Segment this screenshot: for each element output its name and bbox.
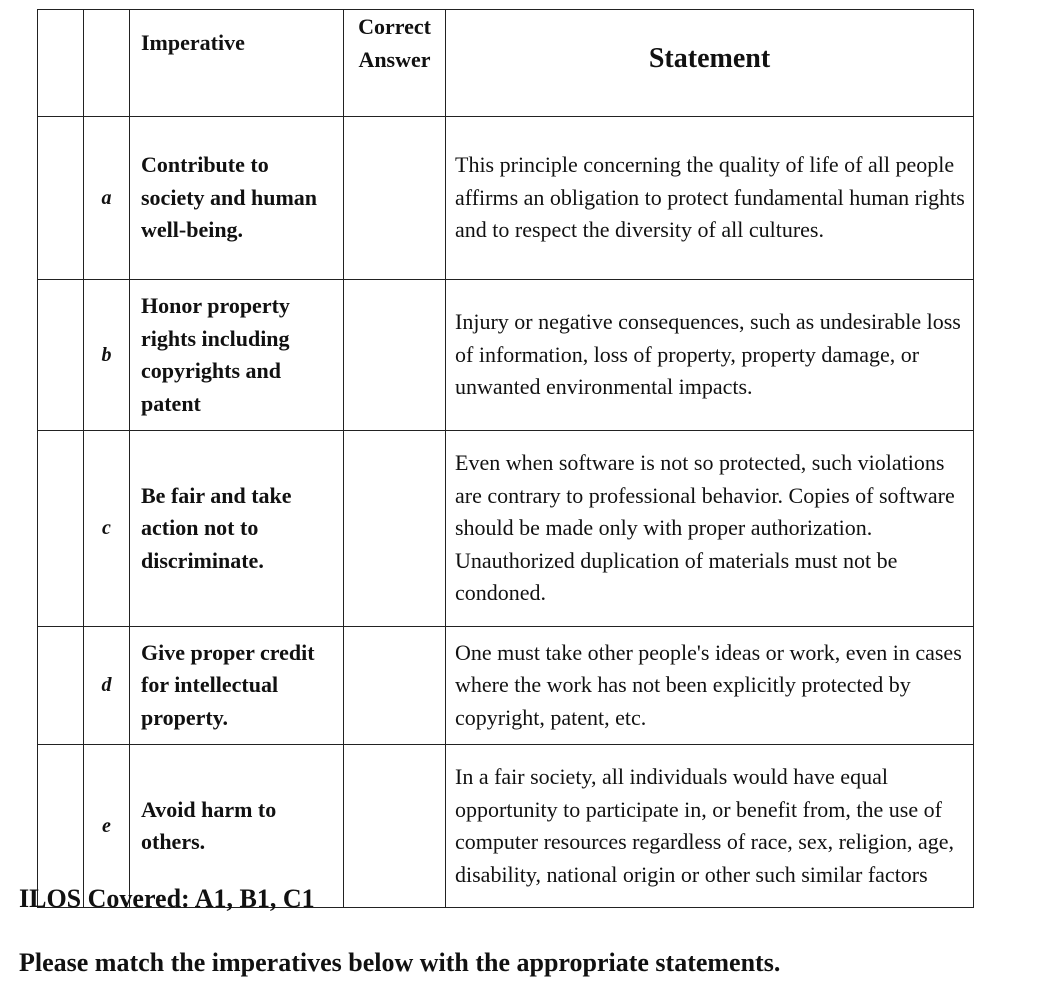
blank-header-cell <box>38 10 84 117</box>
imperative-cell: Contribute to society and human well-being. <box>130 117 344 280</box>
statement-cell: Injury or negative consequences, such as undesirable loss of information, loss of property, property damage, or unwanted environmental impacts. <box>446 280 974 431</box>
statement-cell: In a fair society, all individuals would have equal opportunity to participate in, or benefit from, the use of computer resources regardless of race, sex, religion, age, disability, national origin or other such similar factors <box>446 745 974 908</box>
letter-header-cell <box>84 10 130 117</box>
imperative-cell: Give proper credit for intellectual property. <box>130 627 344 745</box>
instruction-text: Please match the imperatives below with the appropriate statements. <box>19 948 781 977</box>
row-letter: c <box>84 431 130 627</box>
imperative-header: Imperative <box>130 10 344 117</box>
row-letter: a <box>84 117 130 280</box>
row-letter: b <box>84 280 130 431</box>
imperative-cell: Be fair and take action not to discriminate. <box>130 431 344 627</box>
table-row <box>38 280 974 431</box>
correct-answer-header: Correct Answer <box>344 10 446 117</box>
answer-cell[interactable] <box>344 745 446 908</box>
row-letter: e <box>84 745 130 908</box>
blank-cell <box>38 280 84 431</box>
statement-cell: This principle concerning the quality of life of all people affirms an obligation to protect fundamental human rights and to respect the diversity of all cultures. <box>446 117 974 280</box>
table-row <box>38 117 974 280</box>
answer-cell[interactable] <box>344 431 446 627</box>
statement-cell: One must take other people's ideas or work, even in cases where the work has not been explicitly protected by copyright, patent, etc. <box>446 627 974 745</box>
blank-cell <box>38 117 84 280</box>
table-row <box>38 627 974 745</box>
header-row <box>38 10 974 117</box>
statement-cell: Even when software is not so protected, such violations are contrary to professional behavior. Copies of software should be made only with proper authorization. Unauthorized duplication of materials must not be condoned. <box>446 431 974 627</box>
imperative-cell: Honor property rights including copyrights and patent <box>130 280 344 431</box>
blank-cell <box>38 627 84 745</box>
blank-cell <box>38 431 84 627</box>
matching-table <box>37 9 974 908</box>
statement-header: Statement <box>446 10 974 117</box>
answer-cell[interactable] <box>344 627 446 745</box>
answer-cell[interactable] <box>344 280 446 431</box>
imperative-cell: Avoid harm to others. <box>130 745 344 908</box>
table-row <box>38 431 974 627</box>
answer-cell[interactable] <box>344 117 446 280</box>
ilos-covered: ILOS Covered: A1, B1, C1 <box>19 884 315 913</box>
row-letter: d <box>84 627 130 745</box>
